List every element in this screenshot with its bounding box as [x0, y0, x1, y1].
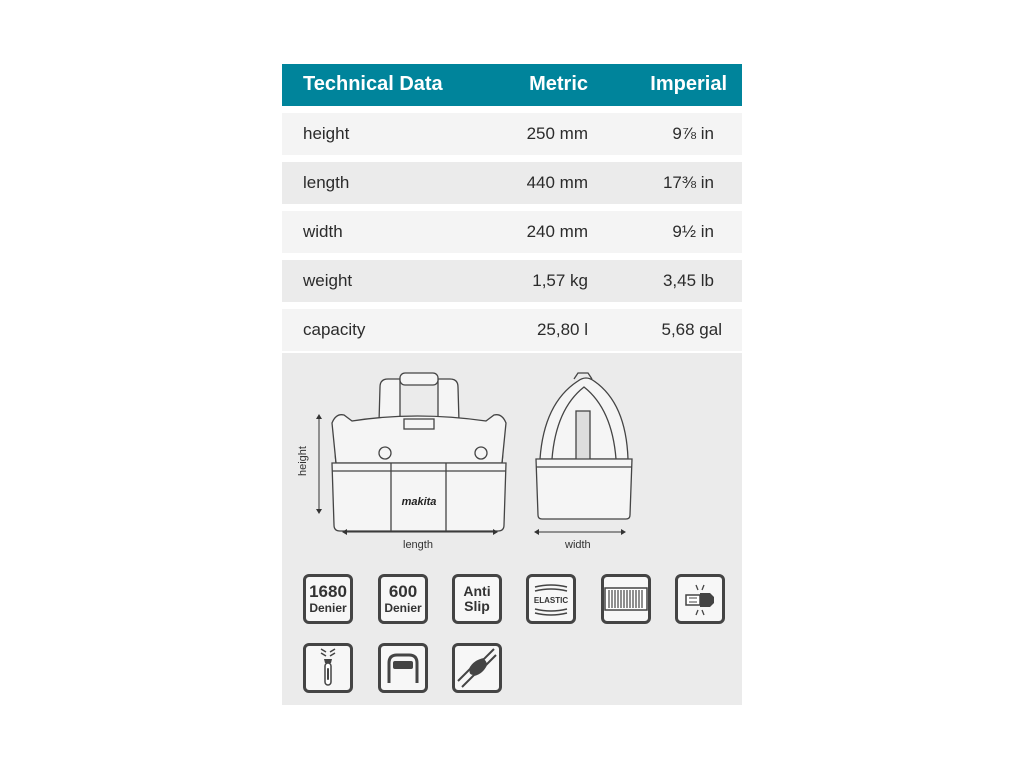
buckle-icon [675, 574, 725, 624]
row-label: length [303, 173, 350, 192]
height-arrow [312, 413, 326, 515]
zipper-icon [303, 643, 353, 693]
row-metric: 250 mm [526, 124, 588, 143]
length-arrow [342, 527, 498, 537]
row-metric: 440 mm [526, 173, 588, 192]
row-metric: 240 mm [526, 222, 588, 241]
table-row [282, 113, 742, 155]
row-label: weight [303, 271, 353, 290]
shoulder-strap-icon [452, 643, 502, 693]
technical-data-table [282, 64, 742, 351]
elastic-icon [526, 574, 576, 624]
height-label: height [296, 446, 309, 476]
width-label: width [565, 539, 591, 551]
feature-panel [282, 353, 742, 705]
row-label: width [303, 222, 343, 241]
svg-text:ELASTIC: ELASTIC [533, 596, 569, 605]
row-label: capacity [303, 320, 366, 339]
bag-side-diagram [526, 369, 636, 529]
denier-600-icon: 600 Denier [378, 574, 428, 624]
anti-slip-icon: Anti Slip [452, 574, 502, 624]
denier-1680-icon: 1680 Denier [303, 574, 353, 624]
handle-icon [378, 643, 428, 693]
table-row [282, 309, 742, 351]
row-label: height [303, 124, 350, 143]
row-metric: 1,57 kg [532, 271, 588, 290]
header-imperial: Imperial [650, 73, 727, 95]
row-metric: 25,80 l [536, 320, 588, 339]
table-header [282, 64, 742, 106]
width-arrow [534, 527, 626, 537]
row-imperial: 9½ in [672, 222, 714, 241]
length-label: length [403, 539, 433, 551]
table-row [282, 211, 742, 253]
brand-logo: makita [401, 496, 437, 508]
header-technical-data: Technical Data [303, 73, 443, 95]
row-imperial: 17⅜ in [662, 173, 714, 192]
table-row [282, 162, 742, 204]
row-imperial: 5,68 gal [661, 320, 722, 339]
webbing-icon [601, 574, 651, 624]
row-imperial: 3,45 lb [662, 271, 714, 290]
header-metric: Metric [529, 73, 588, 95]
bag-front-diagram [296, 367, 526, 547]
table-row [282, 260, 742, 302]
row-imperial: 9⅞ in [672, 124, 714, 143]
